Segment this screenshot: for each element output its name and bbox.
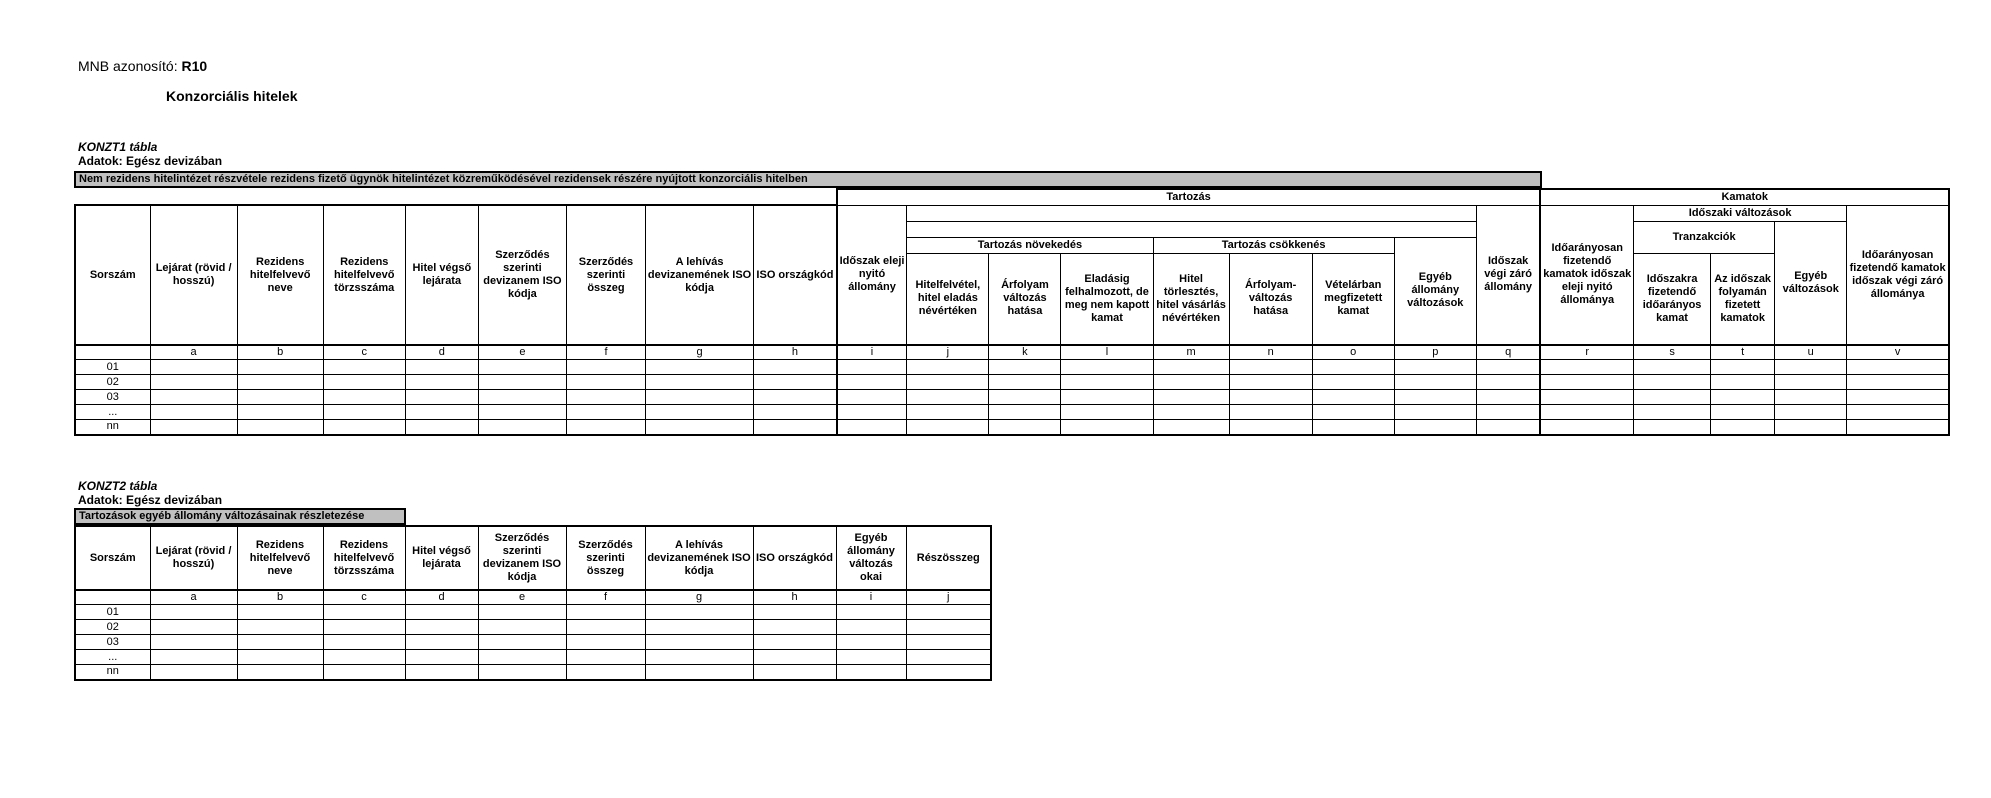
data-cell[interactable]: [836, 605, 906, 620]
konzt2-name: KONZT2 tábla: [78, 479, 158, 493]
mnb-label: MNB azonosító:: [78, 58, 178, 74]
data-cell[interactable]: [478, 420, 566, 435]
header-egyeb-valtozasok: Egyéb változások: [1775, 221, 1847, 345]
header2-lehivas-iso: A lehívás devizanemének ISO kódja: [645, 526, 753, 590]
data-cell[interactable]: [1312, 420, 1394, 435]
header-hitelfelvevo-neve: Rezidens hitelfelvevő neve: [237, 205, 323, 345]
column-letter: a: [150, 590, 237, 605]
column-letter: e: [478, 345, 566, 360]
header-fizetett-kamatok: Az időszak folyamán fizetett kamatok: [1711, 253, 1775, 345]
data-cell[interactable]: [150, 405, 237, 420]
data-cell[interactable]: [237, 420, 323, 435]
data-cell[interactable]: [1540, 405, 1633, 420]
data-cell[interactable]: [1061, 405, 1153, 420]
data-cell[interactable]: [237, 635, 323, 650]
column-letter: l: [1061, 345, 1153, 360]
data-cell[interactable]: [907, 420, 989, 435]
header-devizanem-iso: Szerződés szerinti devizanem ISO kódja: [478, 205, 566, 345]
data-cell[interactable]: [1775, 360, 1847, 375]
data-cell[interactable]: [754, 360, 837, 375]
data-cell[interactable]: [1229, 420, 1312, 435]
konzt2-subtitle: Adatok: Egész devizában: [78, 493, 223, 507]
data-cell[interactable]: [1540, 375, 1633, 390]
column-letter: h: [754, 345, 837, 360]
page-title: Konzorciális hitelek: [166, 88, 298, 104]
data-cell[interactable]: [753, 635, 836, 650]
column-letter: n: [1229, 345, 1312, 360]
group-tartozas: Tartozás: [837, 189, 1541, 205]
data-cell[interactable]: [1394, 405, 1476, 420]
group-csokkenes: Tartozás csökkenés: [1153, 237, 1394, 253]
column-letter: g: [645, 590, 753, 605]
data-cell[interactable]: [1634, 420, 1711, 435]
header-egyeb-allomany: Egyéb állomány változások: [1394, 237, 1476, 345]
row-number: 02: [75, 375, 150, 390]
data-cell[interactable]: [1394, 390, 1476, 405]
data-cell[interactable]: [646, 375, 754, 390]
column-letter: f: [566, 590, 645, 605]
group-kamatok: Kamatok: [1540, 189, 1949, 205]
data-cell[interactable]: [478, 360, 566, 375]
data-cell[interactable]: [1711, 360, 1775, 375]
data-cell[interactable]: [566, 665, 645, 680]
data-cell[interactable]: [237, 620, 323, 635]
table-row: [75, 650, 991, 665]
header2-egyeb-okai: Egyéb állomány változás okai: [836, 526, 906, 590]
data-cell[interactable]: [1061, 420, 1153, 435]
data-cell[interactable]: [150, 635, 237, 650]
data-cell[interactable]: [1847, 360, 1949, 375]
data-cell[interactable]: [1476, 420, 1540, 435]
header-vetelar-kamat: Vételárban megfizetett kamat: [1312, 253, 1394, 345]
column-letter: j: [907, 345, 989, 360]
data-cell[interactable]: [645, 620, 753, 635]
row-number: 01: [75, 360, 150, 375]
data-cell[interactable]: [1540, 420, 1633, 435]
data-cell[interactable]: [566, 620, 645, 635]
data-cell[interactable]: [1229, 375, 1312, 390]
data-cell[interactable]: [1229, 360, 1312, 375]
table-row: [75, 620, 991, 635]
data-cell[interactable]: [1229, 405, 1312, 420]
data-cell[interactable]: [1540, 360, 1633, 375]
data-cell[interactable]: [323, 665, 405, 680]
data-cell[interactable]: [566, 650, 645, 665]
data-cell[interactable]: [1061, 390, 1153, 405]
data-cell[interactable]: [753, 650, 836, 665]
column-letter: i: [836, 590, 906, 605]
header-orszagkod: ISO országkód: [754, 205, 837, 345]
column-letter: g: [646, 345, 754, 360]
data-cell[interactable]: [753, 620, 836, 635]
data-cell[interactable]: [1634, 360, 1711, 375]
data-cell[interactable]: [150, 360, 237, 375]
row-number: nn: [75, 420, 150, 435]
data-cell[interactable]: [989, 420, 1061, 435]
data-cell[interactable]: [754, 405, 837, 420]
data-cell[interactable]: [1229, 390, 1312, 405]
column-letter: m: [1153, 345, 1229, 360]
data-cell[interactable]: [323, 405, 405, 420]
header-zaro-allomany: Időszak végi záró állomány: [1476, 205, 1540, 345]
table-row: [75, 390, 1949, 405]
header-osszeg: Szerződés szerinti összeg: [566, 205, 645, 345]
data-cell[interactable]: [237, 605, 323, 620]
column-letter: u: [1775, 345, 1847, 360]
header-kamat-zaro: Időarányosan fizetendő kamatok időszak végi záró állománya: [1847, 205, 1949, 345]
data-cell[interactable]: [405, 650, 478, 665]
data-cell[interactable]: [323, 360, 405, 375]
letter-cell-empty: [75, 590, 150, 605]
data-cell[interactable]: [1153, 375, 1229, 390]
data-cell[interactable]: [566, 390, 645, 405]
data-cell[interactable]: [323, 620, 405, 635]
data-cell[interactable]: [907, 375, 989, 390]
data-cell[interactable]: [646, 405, 754, 420]
header-lejarat: Lejárat (rövid / hosszú): [150, 205, 237, 345]
data-cell[interactable]: [1847, 405, 1949, 420]
header2-orszagkod: ISO országkód: [753, 526, 836, 590]
data-cell[interactable]: [753, 665, 836, 680]
data-cell[interactable]: [323, 420, 405, 435]
table-row: [75, 665, 991, 680]
row-number: 03: [75, 390, 150, 405]
data-cell[interactable]: [989, 375, 1061, 390]
header-hitelfelvetel: Hitelfelvétel, hitel eladás névértéken: [907, 253, 989, 345]
group-idoszaki: Időszaki változások: [1634, 205, 1847, 221]
table-row: [75, 360, 1949, 375]
data-cell[interactable]: [237, 665, 323, 680]
data-cell[interactable]: [405, 375, 478, 390]
data-cell[interactable]: [645, 605, 753, 620]
data-cell[interactable]: [753, 605, 836, 620]
data-cell[interactable]: [836, 665, 906, 680]
letter-cell-empty: [75, 345, 150, 360]
data-cell[interactable]: [478, 620, 566, 635]
data-cell[interactable]: [150, 650, 237, 665]
header2-sorszam: Sorszám: [75, 526, 150, 590]
data-cell[interactable]: [405, 360, 478, 375]
data-cell[interactable]: [989, 360, 1061, 375]
data-cell[interactable]: [906, 620, 991, 635]
data-cell[interactable]: [837, 405, 907, 420]
data-cell[interactable]: [150, 620, 237, 635]
data-cell[interactable]: [323, 605, 405, 620]
data-cell[interactable]: [754, 390, 837, 405]
header-arfolyam-valtozas-2: Árfolyam-változás hatása: [1229, 253, 1312, 345]
data-cell[interactable]: [1312, 375, 1394, 390]
data-cell[interactable]: [478, 390, 566, 405]
data-cell[interactable]: [1061, 375, 1153, 390]
data-cell[interactable]: [1711, 390, 1775, 405]
mnb-code: R10: [181, 58, 208, 74]
column-letter: j: [906, 590, 991, 605]
data-cell[interactable]: [906, 650, 991, 665]
data-cell[interactable]: [150, 375, 237, 390]
group-tranzakciok: Tranzakciók: [1634, 221, 1775, 253]
data-cell[interactable]: [837, 390, 907, 405]
data-cell[interactable]: [150, 420, 237, 435]
data-cell[interactable]: [478, 375, 566, 390]
data-cell[interactable]: [1847, 375, 1949, 390]
data-cell[interactable]: [1312, 360, 1394, 375]
data-cell[interactable]: [405, 620, 478, 635]
konzt1-table: [74, 188, 1950, 436]
data-cell[interactable]: [478, 605, 566, 620]
column-letter: d: [405, 590, 478, 605]
data-cell[interactable]: [1394, 360, 1476, 375]
data-cell[interactable]: [478, 635, 566, 650]
data-cell[interactable]: [1153, 360, 1229, 375]
table-row: [75, 635, 991, 650]
data-cell[interactable]: [906, 635, 991, 650]
column-letter: r: [1540, 345, 1633, 360]
data-cell[interactable]: [989, 405, 1061, 420]
data-cell[interactable]: [1312, 390, 1394, 405]
column-letter: e: [478, 590, 566, 605]
column-letter: b: [237, 345, 323, 360]
data-cell[interactable]: [1394, 375, 1476, 390]
data-cell[interactable]: [237, 390, 323, 405]
table-row: [75, 605, 991, 620]
header-sorszam: Sorszám: [75, 205, 150, 345]
data-cell[interactable]: [646, 360, 754, 375]
data-cell[interactable]: [906, 665, 991, 680]
data-cell[interactable]: [1476, 375, 1540, 390]
data-cell[interactable]: [907, 360, 989, 375]
row-number: 01: [75, 605, 150, 620]
header-eladasig-kamat: Eladásig felhalmozott, de meg nem kapott kamat: [1061, 253, 1153, 345]
data-cell[interactable]: [1061, 360, 1153, 375]
header2-osszeg: Szerződés szerinti összeg: [566, 526, 645, 590]
header-nyito-allomany: Időszak eleji nyitó állomány: [837, 205, 907, 345]
data-cell[interactable]: [1476, 360, 1540, 375]
column-letter: k: [989, 345, 1061, 360]
data-cell[interactable]: [1153, 390, 1229, 405]
header-torzsszam: Rezidens hitelfelvevő törzsszáma: [323, 205, 405, 345]
data-cell[interactable]: [566, 420, 645, 435]
row-number: ...: [75, 405, 150, 420]
data-cell[interactable]: [237, 405, 323, 420]
header-idoszakra-kamat: Időszakra fizetendő időarányos kamat: [1634, 253, 1711, 345]
data-cell[interactable]: [237, 650, 323, 665]
column-letter: a: [150, 345, 237, 360]
data-cell[interactable]: [837, 375, 907, 390]
column-letter: s: [1634, 345, 1711, 360]
data-cell[interactable]: [645, 665, 753, 680]
column-letter: c: [323, 345, 405, 360]
header2-devizanem-iso: Szerződés szerinti devizanem ISO kódja: [478, 526, 566, 590]
data-cell[interactable]: [1634, 390, 1711, 405]
data-cell[interactable]: [646, 390, 754, 405]
data-cell[interactable]: [323, 635, 405, 650]
data-cell[interactable]: [405, 405, 478, 420]
data-cell[interactable]: [405, 605, 478, 620]
data-cell[interactable]: [1711, 405, 1775, 420]
data-cell[interactable]: [645, 650, 753, 665]
row-number: 02: [75, 620, 150, 635]
data-cell[interactable]: [836, 635, 906, 650]
data-cell[interactable]: [1540, 390, 1633, 405]
data-cell[interactable]: [1775, 405, 1847, 420]
header2-hitelfelvevo-neve: Rezidens hitelfelvevő neve: [237, 526, 323, 590]
column-letter: i: [837, 345, 907, 360]
konzt2-banner: Tartozások egyéb állomány változásainak részletezése: [74, 508, 406, 525]
konzt1-subtitle: Adatok: Egész devizában: [78, 154, 223, 168]
data-cell[interactable]: [405, 665, 478, 680]
header2-reszosszeg: Részösszeg: [906, 526, 991, 590]
data-cell[interactable]: [1476, 390, 1540, 405]
header-lehivas-iso: A lehívás devizanemének ISO kódja: [646, 205, 754, 345]
data-cell[interactable]: [323, 390, 405, 405]
header-vegso-lejarat: Hitel végső lejárata: [405, 205, 478, 345]
data-cell[interactable]: [1634, 375, 1711, 390]
column-letter: h: [753, 590, 836, 605]
table-row: [75, 420, 1949, 435]
column-letter: d: [405, 345, 478, 360]
header-hitel-torlesztes: Hitel törlesztés, hitel vásárlás névértéken: [1153, 253, 1229, 345]
data-cell[interactable]: [989, 390, 1061, 405]
data-cell[interactable]: [836, 650, 906, 665]
data-cell[interactable]: [323, 650, 405, 665]
data-cell[interactable]: [907, 405, 989, 420]
column-letter: c: [323, 590, 405, 605]
data-cell[interactable]: [566, 605, 645, 620]
data-cell[interactable]: [566, 375, 645, 390]
data-cell[interactable]: [836, 620, 906, 635]
group-novekedes: Tartozás növekedés: [907, 237, 1153, 253]
data-cell[interactable]: [754, 375, 837, 390]
data-cell[interactable]: [1775, 390, 1847, 405]
row-number: 03: [75, 635, 150, 650]
column-letter: p: [1394, 345, 1476, 360]
header2-lejarat: Lejárat (rövid / hosszú): [150, 526, 237, 590]
data-cell[interactable]: [150, 390, 237, 405]
data-cell[interactable]: [478, 650, 566, 665]
konzt1-name: KONZT1 tábla: [78, 140, 158, 154]
data-cell[interactable]: [478, 405, 566, 420]
column-letter: b: [237, 590, 323, 605]
column-letter: o: [1312, 345, 1394, 360]
data-cell[interactable]: [907, 390, 989, 405]
row-number: ...: [75, 650, 150, 665]
data-cell[interactable]: [1634, 405, 1711, 420]
data-cell[interactable]: [1775, 420, 1847, 435]
data-cell[interactable]: [478, 665, 566, 680]
data-cell[interactable]: [405, 390, 478, 405]
header2-torzsszam: Rezidens hitelfelvevő törzsszáma: [323, 526, 405, 590]
header2-vegso-lejarat: Hitel végső lejárata: [405, 526, 478, 590]
data-cell[interactable]: [150, 665, 237, 680]
table-row: [75, 405, 1949, 420]
mnb-id: [78, 58, 207, 74]
data-cell[interactable]: [1711, 420, 1775, 435]
data-cell[interactable]: [837, 360, 907, 375]
data-cell[interactable]: [323, 375, 405, 390]
data-cell[interactable]: [1476, 405, 1540, 420]
data-cell[interactable]: [1847, 390, 1949, 405]
data-cell[interactable]: [1153, 405, 1229, 420]
data-cell[interactable]: [645, 635, 753, 650]
data-cell[interactable]: [237, 360, 323, 375]
data-cell[interactable]: [150, 605, 237, 620]
data-cell[interactable]: [1394, 420, 1476, 435]
column-letter: f: [566, 345, 645, 360]
data-cell[interactable]: [1711, 375, 1775, 390]
data-cell[interactable]: [646, 420, 754, 435]
column-letter: t: [1711, 345, 1775, 360]
data-cell[interactable]: [837, 420, 907, 435]
data-cell[interactable]: [566, 635, 645, 650]
konzt1-banner: Nem rezidens hitelintézet részvétele rezidens fizető ügynök hitelintézet közreműködésével rezidensek részére nyújtott konzorciális hitelben: [74, 171, 1542, 188]
data-cell[interactable]: [566, 405, 645, 420]
data-cell[interactable]: [1775, 375, 1847, 390]
data-cell[interactable]: [754, 420, 837, 435]
data-cell[interactable]: [237, 375, 323, 390]
column-letter: q: [1476, 345, 1540, 360]
table-row: [75, 375, 1949, 390]
data-cell[interactable]: [1847, 420, 1949, 435]
data-cell[interactable]: [405, 420, 478, 435]
data-cell[interactable]: [1153, 420, 1229, 435]
konzt2-table: [74, 525, 992, 681]
data-cell[interactable]: [566, 360, 645, 375]
data-cell[interactable]: [906, 605, 991, 620]
data-cell[interactable]: [1312, 405, 1394, 420]
header-kamat-nyito: Időarányosan fizetendő kamatok időszak eleji nyitó állománya: [1540, 205, 1633, 345]
column-letter: v: [1847, 345, 1949, 360]
data-cell[interactable]: [405, 635, 478, 650]
row-number: nn: [75, 665, 150, 680]
header-arfolyam-valtozas: Árfolyam változás hatása: [989, 253, 1061, 345]
